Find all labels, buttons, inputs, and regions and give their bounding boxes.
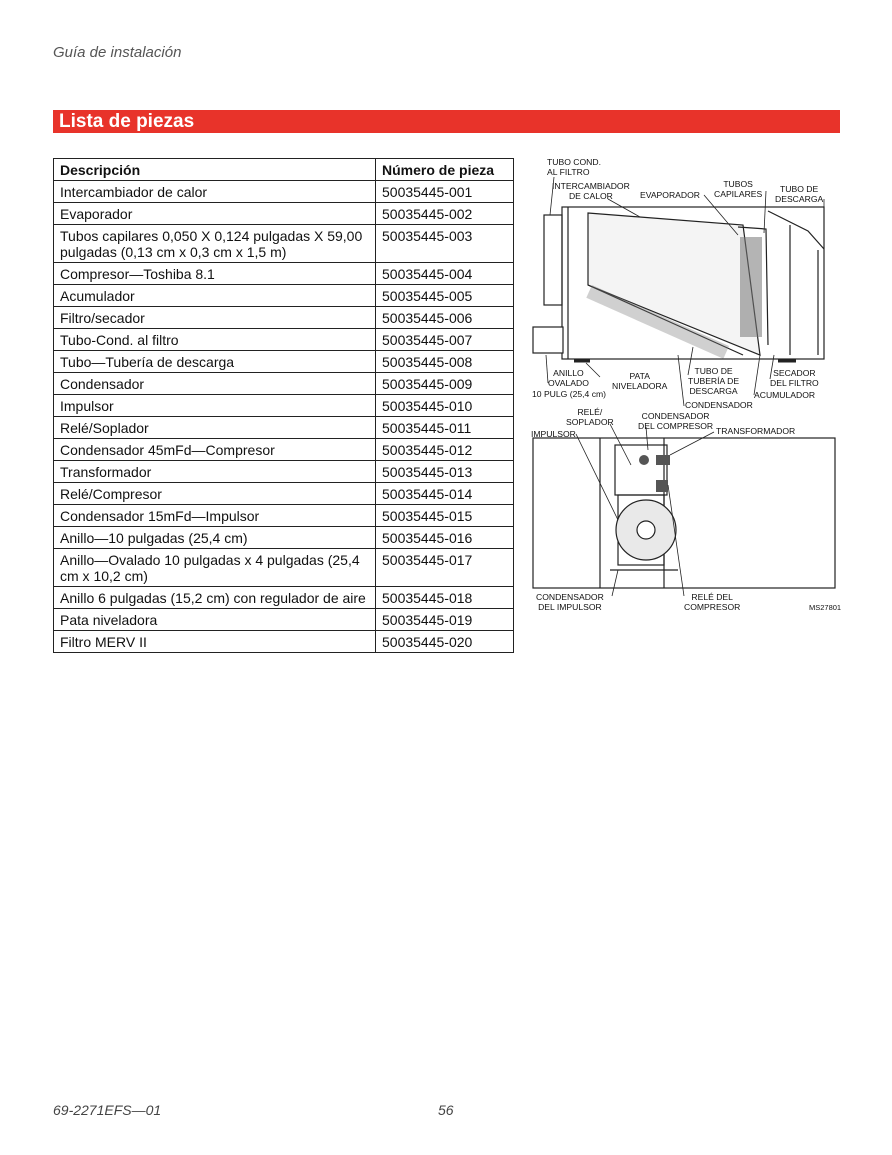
label-tubo-descarga: TUBO DE DESCARGA — [775, 184, 824, 204]
part-description: Acumulador — [54, 285, 376, 307]
table-row — [54, 631, 514, 653]
part-description: Anillo 6 pulgadas (15,2 cm) con regulador de aire — [54, 587, 376, 609]
label-condensador-compresor: CONDENSADOR DEL COMPRESOR — [638, 411, 714, 431]
table-row — [54, 587, 514, 609]
label-impulsor: IMPULSOR — [531, 429, 576, 439]
part-number: 50035445-005 — [376, 285, 514, 307]
label-acumulador: ACUMULADOR — [754, 390, 816, 400]
table-row — [54, 483, 514, 505]
part-number: 50035445-020 — [376, 631, 514, 653]
part-description: Tubo-Cond. al filtro — [54, 329, 376, 351]
parts-diagram — [528, 155, 843, 615]
table-header-row — [54, 159, 514, 181]
part-number: 50035445-010 — [376, 395, 514, 417]
label-intercambiador: INTERCAMBIADOR DE CALOR — [552, 181, 630, 201]
part-number: 50035445-011 — [376, 417, 514, 439]
label-anillo-ovalado: ANILLO OVALADO — [548, 368, 589, 388]
part-description: Condensador 15mFd—Impulsor — [54, 505, 376, 527]
table-row — [54, 263, 514, 285]
label-condensador: CONDENSADOR — [685, 400, 753, 410]
part-number: 50035445-013 — [376, 461, 514, 483]
table-row — [54, 203, 514, 225]
page-number: 56 — [438, 1102, 454, 1118]
part-description: Impulsor — [54, 395, 376, 417]
part-number: 50035445-004 — [376, 263, 514, 285]
part-number: 50035445-019 — [376, 609, 514, 631]
part-description: Relé/Compresor — [54, 483, 376, 505]
parts-table-body — [54, 181, 514, 653]
figure-id: MS27801 — [809, 603, 842, 612]
part-description: Tubo—Tubería de descarga — [54, 351, 376, 373]
table-row — [54, 461, 514, 483]
part-number: 50035445-014 — [376, 483, 514, 505]
section-banner — [53, 110, 840, 133]
table-row — [54, 505, 514, 527]
label-transformador: TRANSFORMADOR — [716, 426, 796, 436]
part-description: Evaporador — [54, 203, 376, 225]
table-row — [54, 351, 514, 373]
part-description: Compresor—Toshiba 8.1 — [54, 263, 376, 285]
column-header-description: Descripción — [54, 159, 376, 181]
part-number: 50035445-012 — [376, 439, 514, 461]
table-row — [54, 373, 514, 395]
part-description: Anillo—10 pulgadas (25,4 cm) — [54, 527, 376, 549]
part-description: Filtro/secador — [54, 307, 376, 329]
document-number: 69-2271EFS—01 — [53, 1102, 162, 1118]
label-condensador-impulsor: CONDENSADOR DEL IMPULSOR — [536, 592, 604, 612]
label-anillo-size: 10 PULG (25,4 cm) — [532, 389, 607, 399]
table-row — [54, 609, 514, 631]
label-evaporador: EVAPORADOR — [640, 190, 701, 200]
part-number: 50035445-002 — [376, 203, 514, 225]
running-header: Guía de instalación — [53, 44, 182, 61]
label-rele-compresor: RELÉ DEL COMPRESOR — [684, 592, 741, 612]
table-row — [54, 307, 514, 329]
part-description: Filtro MERV II — [54, 631, 376, 653]
part-number: 50035445-016 — [376, 527, 514, 549]
label-tubo-tuberia: TUBO DE TUBERÍA DE DESCARGA — [688, 366, 740, 396]
label-pata-niveladora: PATA NIVELADORA — [612, 371, 668, 391]
table-row — [54, 225, 514, 263]
part-number: 50035445-017 — [376, 549, 514, 587]
part-description: Intercambiador de calor — [54, 181, 376, 203]
part-number: 50035445-009 — [376, 373, 514, 395]
table-row — [54, 527, 514, 549]
part-description: Anillo—Ovalado 10 pulgadas x 4 pulgadas (25,4 cm x 10,2 cm) — [54, 549, 376, 587]
part-number: 50035445-006 — [376, 307, 514, 329]
label-tubo-cond: TUBO COND. AL FILTRO — [547, 157, 601, 177]
part-description: Pata niveladora — [54, 609, 376, 631]
column-header-part-number: Número de pieza — [376, 159, 514, 181]
label-secador: SECADOR DEL FILTRO — [770, 368, 819, 388]
label-tubos-capilares: TUBOS CAPILARES — [714, 179, 763, 199]
part-number: 50035445-003 — [376, 225, 514, 263]
parts-table — [53, 158, 514, 653]
part-number: 50035445-001 — [376, 181, 514, 203]
table-row — [54, 417, 514, 439]
part-number: 50035445-018 — [376, 587, 514, 609]
table-row — [54, 329, 514, 351]
table-row — [54, 181, 514, 203]
table-row — [54, 549, 514, 587]
table-row — [54, 395, 514, 417]
part-description: Relé/Soplador — [54, 417, 376, 439]
part-number: 50035445-015 — [376, 505, 514, 527]
part-number: 50035445-007 — [376, 329, 514, 351]
part-description: Transformador — [54, 461, 376, 483]
table-row — [54, 285, 514, 307]
section-title: Lista de piezas — [59, 111, 195, 132]
label-rele-soplador: RELÉ/ SOPLADOR — [566, 407, 614, 427]
part-number: 50035445-008 — [376, 351, 514, 373]
part-description: Condensador — [54, 373, 376, 395]
part-description: Tubos capilares 0,050 X 0,124 pulgadas X 59,00 pulgadas (0,13 cm x 0,3 cm x 1,5 m) — [54, 225, 376, 263]
table-row — [54, 439, 514, 461]
part-description: Condensador 45mFd—Compresor — [54, 439, 376, 461]
